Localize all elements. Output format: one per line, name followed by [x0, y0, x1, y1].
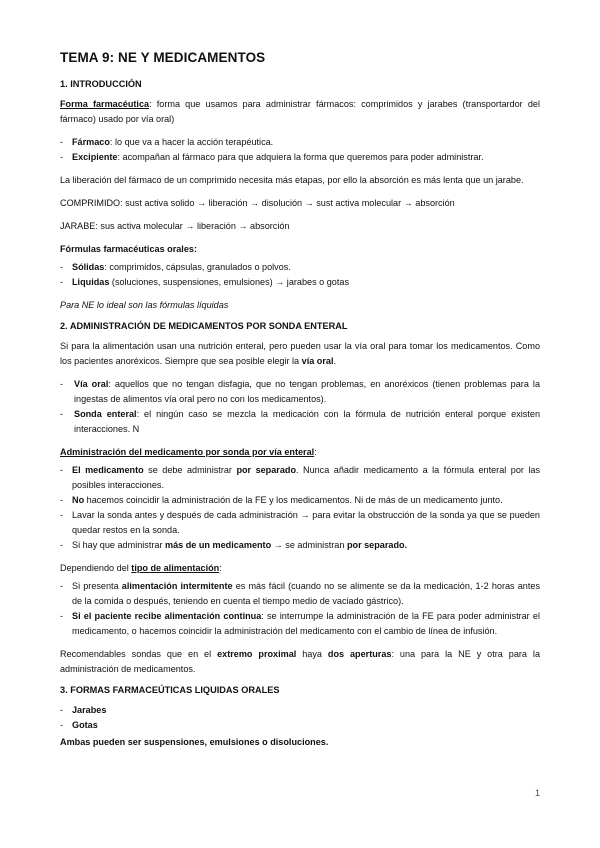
jarabe-line: JARABE: sus activa molecular → liberación → absorción	[60, 221, 290, 231]
list-item: - Si el paciente recibe alimentación continua: se interrumpe la administración de la FE para poder administrar el medicamento, o hacemos coincidir la administración del medicamento con el cambio de línea de infusión.	[60, 611, 540, 636]
farmaco-excipiente-list	[60, 135, 540, 165]
list-item: - Gotas	[60, 720, 98, 730]
section-heading-formas: 3. FORMAS FARMACEÚTICAS LIQUIDAS ORALES	[60, 685, 280, 695]
list-item-text: es más fácil (cuando no se alimente se da la medicación, 1-2 horas antes de la comida o después, teniendo en cuenta el tiempo medio de vaciado gástrico).	[72, 581, 540, 606]
liberacion-paragraph: La liberación del fármaco de un comprimido necesita más etapas, por ello la absorción es más lenta que un jarabe.	[60, 175, 524, 185]
list-item-text: Si presenta	[72, 581, 122, 591]
list-item-label: Excipiente	[72, 152, 118, 162]
recomendables-paragraph	[60, 647, 540, 677]
dependiendo-line	[60, 561, 540, 576]
list-item-bold: Gotas	[72, 720, 98, 730]
list-item-label: Sólidas	[72, 262, 105, 272]
list-item-text: hacemos coincidir la administración de la FE y los medicamentos. Ni de más de un medicamento junto.	[84, 495, 503, 505]
list-item: - Lavar la sonda antes y después de cada administración → para evitar la obstrucción de la sonda ya que se pueden quedar restos en la sonda.	[60, 510, 540, 535]
ambas-paragraph: Ambas pueden ser suspensiones, emulsiones o disoluciones.	[60, 737, 329, 747]
list-item-text: (soluciones, suspensiones, emulsiones) → jarabes o gotas	[109, 277, 349, 287]
list-item: - Vía oral: aquellos que no tengan disfagia, que no tengan problemas, en anoréxicos (tienen problemas para la ingestas de alimentos vía oral pero no con los medicamentos).	[60, 379, 540, 404]
list-item-text: : comprimidos, cápsulas, granulados o polvos.	[104, 262, 291, 272]
recom-text: haya	[296, 649, 328, 659]
list-item-label: Liquidas	[72, 277, 110, 287]
admin-heading-text: Administración del medicamento por sonda por vía enteral	[60, 447, 315, 457]
list-item-text: : lo que va a hacer la acción terapéutica.	[109, 137, 274, 147]
comprimido-line: COMPRIMIDO: sust activa solido → liberación → disolución → sust activa molecular → absorción	[60, 198, 455, 208]
intro-paragraph	[60, 339, 540, 369]
forma-farmaceutica-paragraph	[60, 97, 540, 127]
section-heading-administracion: 2. ADMINISTRACIÓN DE MEDICAMENTOS POR SONDA ENTERAL	[60, 321, 348, 331]
list-item: - Si presenta alimentación intermitente es más fácil (cuando no se alimente se da la medicación, 1-2 horas antes de la comida o después, teniendo en cuenta el tiempo medio de vaciado gástrico).	[60, 581, 540, 606]
list-item-label: Fármaco	[72, 137, 110, 147]
recom-bold: dos aperturas	[327, 649, 392, 659]
list-item-text: se debe administrar	[143, 465, 237, 475]
list-item-bold: por separado.	[346, 540, 408, 550]
dependiendo-colon: :	[219, 563, 222, 573]
list-item-text: : aquellos que no tengan disfagia, que no tengan problemas, en anoréxicos (tienen problemas para la ingestas de alimentos vía oral pero no con los medicamentos).	[74, 379, 540, 404]
list-item-text: . Nunca añadir medicamento a la fórmula enteral por las posibles interacciones.	[72, 465, 541, 490]
list-item-bold: No	[72, 495, 85, 505]
formulas-list	[60, 260, 540, 290]
list-item-bold: Si el paciente recibe alimentación continua	[72, 611, 262, 621]
admin-heading-colon: :	[314, 447, 317, 457]
recom-bold: extremo proximal	[217, 649, 297, 659]
recom-text: : una para la NE y otra para la administración de medicamentos.	[60, 649, 540, 674]
forma-label: Forma farmacéutica	[60, 99, 150, 109]
list-item-bold: alimentación intermitente	[121, 581, 233, 591]
list-item-text: : acompañan al fármaco para que adquiera la forma que queremos para poder administrar.	[117, 152, 484, 162]
admin-heading	[60, 445, 540, 460]
list-item-text: Si hay que administrar	[72, 540, 166, 550]
document-title: TEMA 9: NE Y MEDICAMENTOS	[60, 50, 266, 65]
intro-bold: vía oral	[301, 356, 334, 366]
list-item-bold: más de un medicamento	[165, 540, 272, 550]
list-item: - Fármaco: lo que va a hacer la acción terapéutica.	[60, 137, 274, 147]
list-item-text: : se interrumpe la administración de la FE para poder administrar el medicamento, o hacemos coincidir la administración del medicamento con el cambio de línea de infusión.	[72, 611, 540, 636]
list-item-text: Lavar la sonda antes y después de cada administración → para evitar la obstrucción de la sonda ya que se pueden quedar restos en la sonda.	[72, 510, 540, 535]
list-item: - Si hay que administrar más de un medicamento → se administran por separado.	[60, 540, 408, 550]
list-item: - Liquidas (soluciones, suspensiones, emulsiones) → jarabes o gotas	[60, 277, 349, 287]
page-number: 1	[534, 788, 540, 798]
section-heading-introduccion: 1. INTRODUCCIÓN	[60, 79, 142, 89]
list-item-text: → se administran	[271, 540, 347, 550]
list-item-bold: por separado	[236, 465, 296, 475]
formulas-heading: Fórmulas farmacéuticas orales:	[60, 244, 197, 254]
list-item-label: Sonda enteral	[74, 409, 137, 419]
list-item: - Sonda enteral: el ningún caso se mezcla la medicación con la fórmula de nutrición enteral porque existen interacciones. N	[60, 409, 540, 434]
list-item: - No hacemos coincidir la administración de la FE y los medicamentos. Ni de más de un medicamento junto.	[60, 495, 503, 505]
list-item: - Jarabes	[60, 705, 107, 715]
list-item: - Excipiente: acompañan al fármaco para que adquiera la forma que queremos para poder administrar.	[60, 152, 484, 162]
forma-text: : forma que usamos para administrar fármacos: comprimidos y jarabes (transportardor del fármaco) usado por vía oral)	[60, 99, 540, 124]
dependiendo-text: Dependiendo del	[60, 563, 132, 573]
formas-list	[60, 703, 540, 733]
list-item: - Sólidas: comprimidos, cápsulas, granulados o polvos.	[60, 262, 291, 272]
admin-list	[60, 463, 540, 553]
list-item-text: : el ningún caso se mezcla la medicación con la fórmula de nutrición enteral porque existen interacciones. N	[74, 409, 540, 434]
document-page	[60, 50, 540, 758]
para-ne-note: Para NE lo ideal son las fórmulas líquidas	[60, 300, 229, 310]
list-item-label: Vía oral	[74, 379, 109, 389]
intro-text: Si para la alimentación usan una nutrición enteral, pero pueden usar la vía oral para tomar los medicamentos. Como los pacientes anoréxicos. Siempre que sea posible elegir la	[60, 341, 540, 366]
dependiendo-bold: tipo de alimentación	[131, 563, 220, 573]
alimentacion-list	[60, 579, 540, 639]
list-item-bold: Jarabes	[72, 705, 107, 715]
intro-end: .	[333, 356, 337, 366]
via-list	[60, 377, 540, 437]
list-item: - El medicamento se debe administrar por separado. Nunca añadir medicamento a la fórmula enteral por las posibles interacciones.	[60, 465, 541, 490]
list-item-bold: El medicamento	[72, 465, 144, 475]
recom-text: Recomendables sondas que en el	[60, 649, 218, 659]
